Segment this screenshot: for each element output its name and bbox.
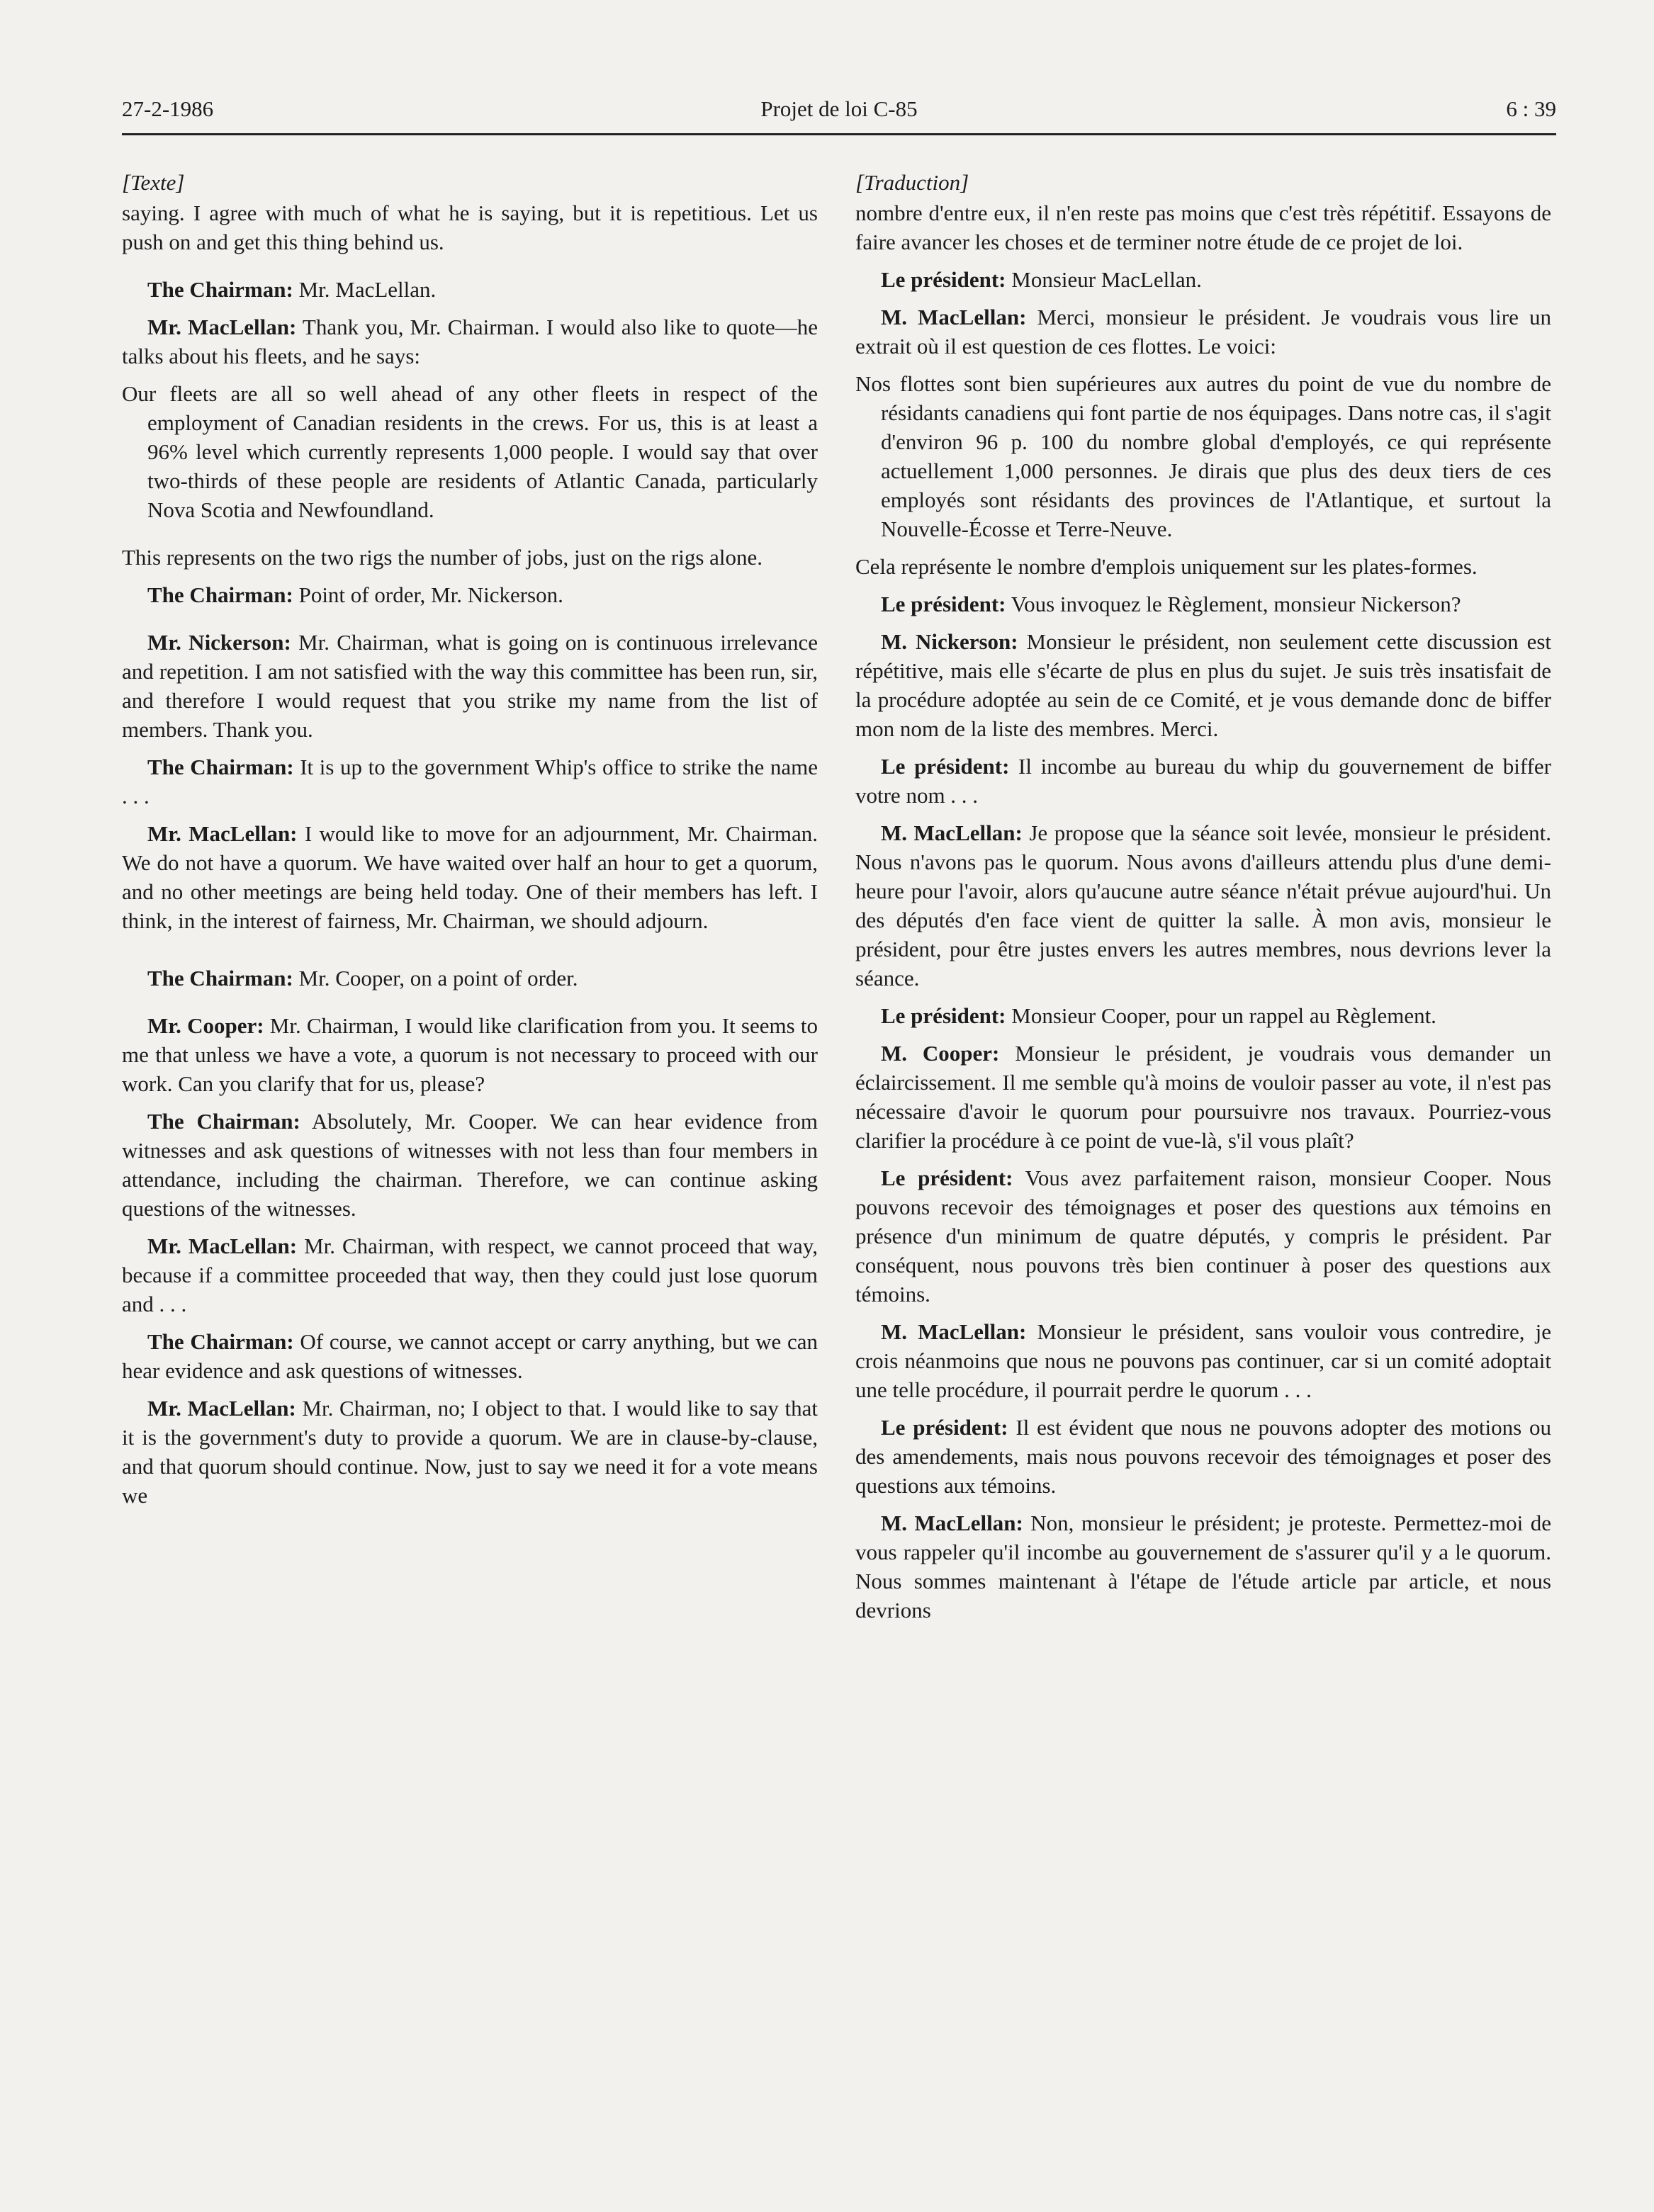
english-column [122,169,818,1518]
en-paragraph-10: The Chairman: Mr. Cooper, on a point of order. [147,966,578,991]
speaker-name: The Chairman: [147,755,294,779]
header-title: Projet de loi C-85 [760,96,918,121]
en-paragraph-8: The Chairman: It is up to the government Whip's office to strike the name . . . [122,755,818,808]
speaker-name: The Chairman: [147,1109,300,1134]
en-paragraph-11: Mr. Cooper: Mr. Chairman, I would like clarification from you. It seems to me that unless we have a vote, a quorum is not necessary to proceed with our work. Can you clarify that for us, please? [122,1013,818,1096]
speaker-name: The Chairman: [147,582,293,607]
header-rule [122,133,1556,135]
fr-paragraph-1: nombre d'entre eux, il n'en reste pas moins que c'est très répétitif. Essayons de faire avancer les choses et de terminer notre étude de ce projet de loi. [855,201,1551,254]
speaker-name: The Chairman: [147,1329,294,1354]
speaker-name: Le président: [881,1415,1008,1440]
fr-quotation: Nos flottes sont bien supérieures aux autres du point de vue du nombre de résidants canadiens qui font partie de nos équipages. Dans notre cas, il s'agit d'environ 96 p. 100 du nombre global d'employés, ce qui représente actuellement 1,000 personnes. Je dirais que plus des deux tiers de ces employés sont résidants des provinces de l'Atlantique, et surtout la Nouvelle-Écosse et Terre-Neuve. [855,371,1551,541]
header-date: 27-2-1986 [122,96,214,121]
speaker-name: M. MacLellan: [881,1319,1027,1344]
en-paragraph-5: This represents on the two rigs the number of jobs, just on the rigs alone. [122,545,763,570]
speaker-name: M. MacLellan: [881,820,1023,845]
speaker-name: Mr. MacLellan: [147,1234,298,1258]
speaker-name: Le président: [881,1166,1013,1190]
fr-paragraph-10: Le président: Monsieur Cooper, pour un rappel au Règlement. [881,1003,1436,1028]
en-paragraph-2: The Chairman: Mr. MacLellan. [147,277,437,302]
fr-paragraph-11: M. Cooper: Monsieur le président, je voudrais vous demander un éclaircissement. Il me semble qu'à moins de vouloir passer au vote, il n'est pas nécessaire d'avoir le quorum pour poursuivre nos travaux. Pourriez-vous clarifier la procédure à ce point de vue-là, s'il vous plaît? [855,1041,1551,1153]
en-paragraph-15: Mr. MacLellan: Mr. Chairman, no; I object to that. I would like to say that it is the government's duty to provide a quorum. We are in clause-by-clause, and that quorum should continue. Now, just to say we need it for a vote means we [122,1396,818,1508]
speaker-name: Mr. MacLellan: [147,1396,296,1421]
en-paragraph-12: The Chairman: Absolutely, Mr. Cooper. We can hear evidence from witnesses and ask questions of witnesses with not less than four members in attendance, including the chairman. Therefore, we can continue asking questions of the witnesses. [122,1109,818,1221]
speaker-name: Mr. MacLellan: [147,315,297,339]
french-column [855,169,1551,1633]
en-paragraph-6: The Chairman: Point of order, Mr. Nickerson. [147,582,563,607]
speaker-name: Mr. Nickerson: [147,630,291,655]
fr-paragraph-8: Le président: Il incombe au bureau du whip du gouvernement de biffer votre nom . . . [855,754,1551,808]
en-paragraph-1: saying. I agree with much of what he is saying, but it is repetitious. Let us push on and get this thing behind us. [122,201,818,254]
speaker-name: Le président: [881,267,1006,292]
en-paragraph-13: Mr. MacLellan: Mr. Chairman, with respect, we cannot proceed that way, because if a committee proceeded that way, then they could just lose quorum and . . . [122,1234,818,1316]
fr-paragraph-12: Le président: Vous avez parfaitement raison, monsieur Cooper. Nous pouvons recevoir des témoignages et poser des questions aux témoins en présence d'un minimum de quatre députés, y compris le président. Par conséquent, nous pouvons très bien continuer à poser des questions aux témoins. [855,1166,1551,1307]
en-paragraph-9: Mr. MacLellan: I would like to move for an adjournment, Mr. Chairman. We do not have a quorum. We have waited over half an hour to get a quorum, and no other meetings are being held today. One of their members has left. I think, in the interest of fairness, Mr. Chairman, we should adjourn. [122,821,818,933]
fr-paragraph-2: Le président: Monsieur MacLellan. [881,267,1202,292]
en-paragraph-7: Mr. Nickerson: Mr. Chairman, what is going on is continuous irrelevance and repetition. I am not satisfied with the way this committee has been run, sir, and therefore I would request that you strike my name from the list of members. Thank you. [122,630,818,742]
french-label: [Traduction] [855,170,969,195]
en-paragraph-3: Mr. MacLellan: Thank you, Mr. Chairman. I would also like to quote—he talks about his fleets, and he says: [122,315,818,368]
fr-paragraph-3: M. MacLellan: Merci, monsieur le président. Je voudrais vous lire un extrait où il est question de ces flottes. Le voici: [855,305,1551,359]
header-page-number: 6 : 39 [1506,96,1556,121]
speaker-name: Mr. Cooper: [147,1013,264,1038]
fr-paragraph-14: Le président: Il est évident que nous ne pouvons adopter des motions ou des amendements, mais nous pouvons recevoir des témoignages et poser des questions aux témoins. [855,1415,1551,1498]
en-quotation: Our fleets are all so well ahead of any other fleets in respect of the employment of Canadian residents in the crews. For us, this is at least a 96% level which currently represents 1,000 people. I would say that over two-thirds of these people are residents of Atlantic Canada, particularly Nova Scotia and Newfoundland. [122,381,818,522]
speaker-name: M. MacLellan: [881,305,1027,329]
speaker-name: Le président: [881,754,1010,779]
speaker-name: M. Nickerson: [881,629,1018,654]
speaker-name: Mr. MacLellan: [147,821,298,846]
speaker-name: M. MacLellan: [881,1511,1023,1535]
page-header [122,96,1556,139]
speaker-name: The Chairman: [147,277,293,302]
fr-paragraph-7: M. Nickerson: Monsieur le président, non seulement cette discussion est répétitive, mais elle s'écarte de plus en plus du sujet. Je suis très insatisfait de la procédure adoptée au sein de ce Comité, et je vous demande donc de biffer mon nom de la liste des membres. Merci. [855,629,1552,741]
speaker-name: The Chairman: [147,966,293,991]
english-label: [Texte] [122,170,185,195]
en-paragraph-14: The Chairman: Of course, we cannot accept or carry anything, but we can hear evidence and ask questions of witnesses. [122,1329,818,1383]
fr-paragraph-5: Cela représente le nombre d'emplois uniquement sur les plates-formes. [855,554,1478,579]
speaker-name: Le président: [881,592,1006,616]
fr-paragraph-13: M. MacLellan: Monsieur le président, sans vouloir vous contredire, je crois néanmoins que nous ne pouvons pas continuer, car si un comité adoptait une telle procédure, il pourrait perdre le quorum . . . [855,1319,1551,1402]
fr-paragraph-15: M. MacLellan: Non, monsieur le président; je proteste. Permettez-moi de vous rappeler qu'il incombe au gouvernement de s'assurer qu'il y a le quorum. Nous sommes maintenant à l'étape de l'étude article par article, et nous devrions [855,1511,1551,1623]
fr-paragraph-9: M. MacLellan: Je propose que la séance soit levée, monsieur le président. Nous n'avons pas le quorum. Nous avons d'ailleurs attendu plus d'une demi-heure pour l'avoir, alors qu'aucune autre séance n'était prévue aujourd'hui. Un des députés d'en face vient de quitter la salle. À mon avis, monsieur le président, pour être justes envers les autres membres, nous devrions lever la séance. [855,820,1551,991]
speaker-name: Le président: [881,1003,1006,1028]
fr-paragraph-6: Le président: Vous invoquez le Règlement, monsieur Nickerson? [881,592,1461,616]
speaker-name: M. Cooper: [881,1041,1000,1066]
